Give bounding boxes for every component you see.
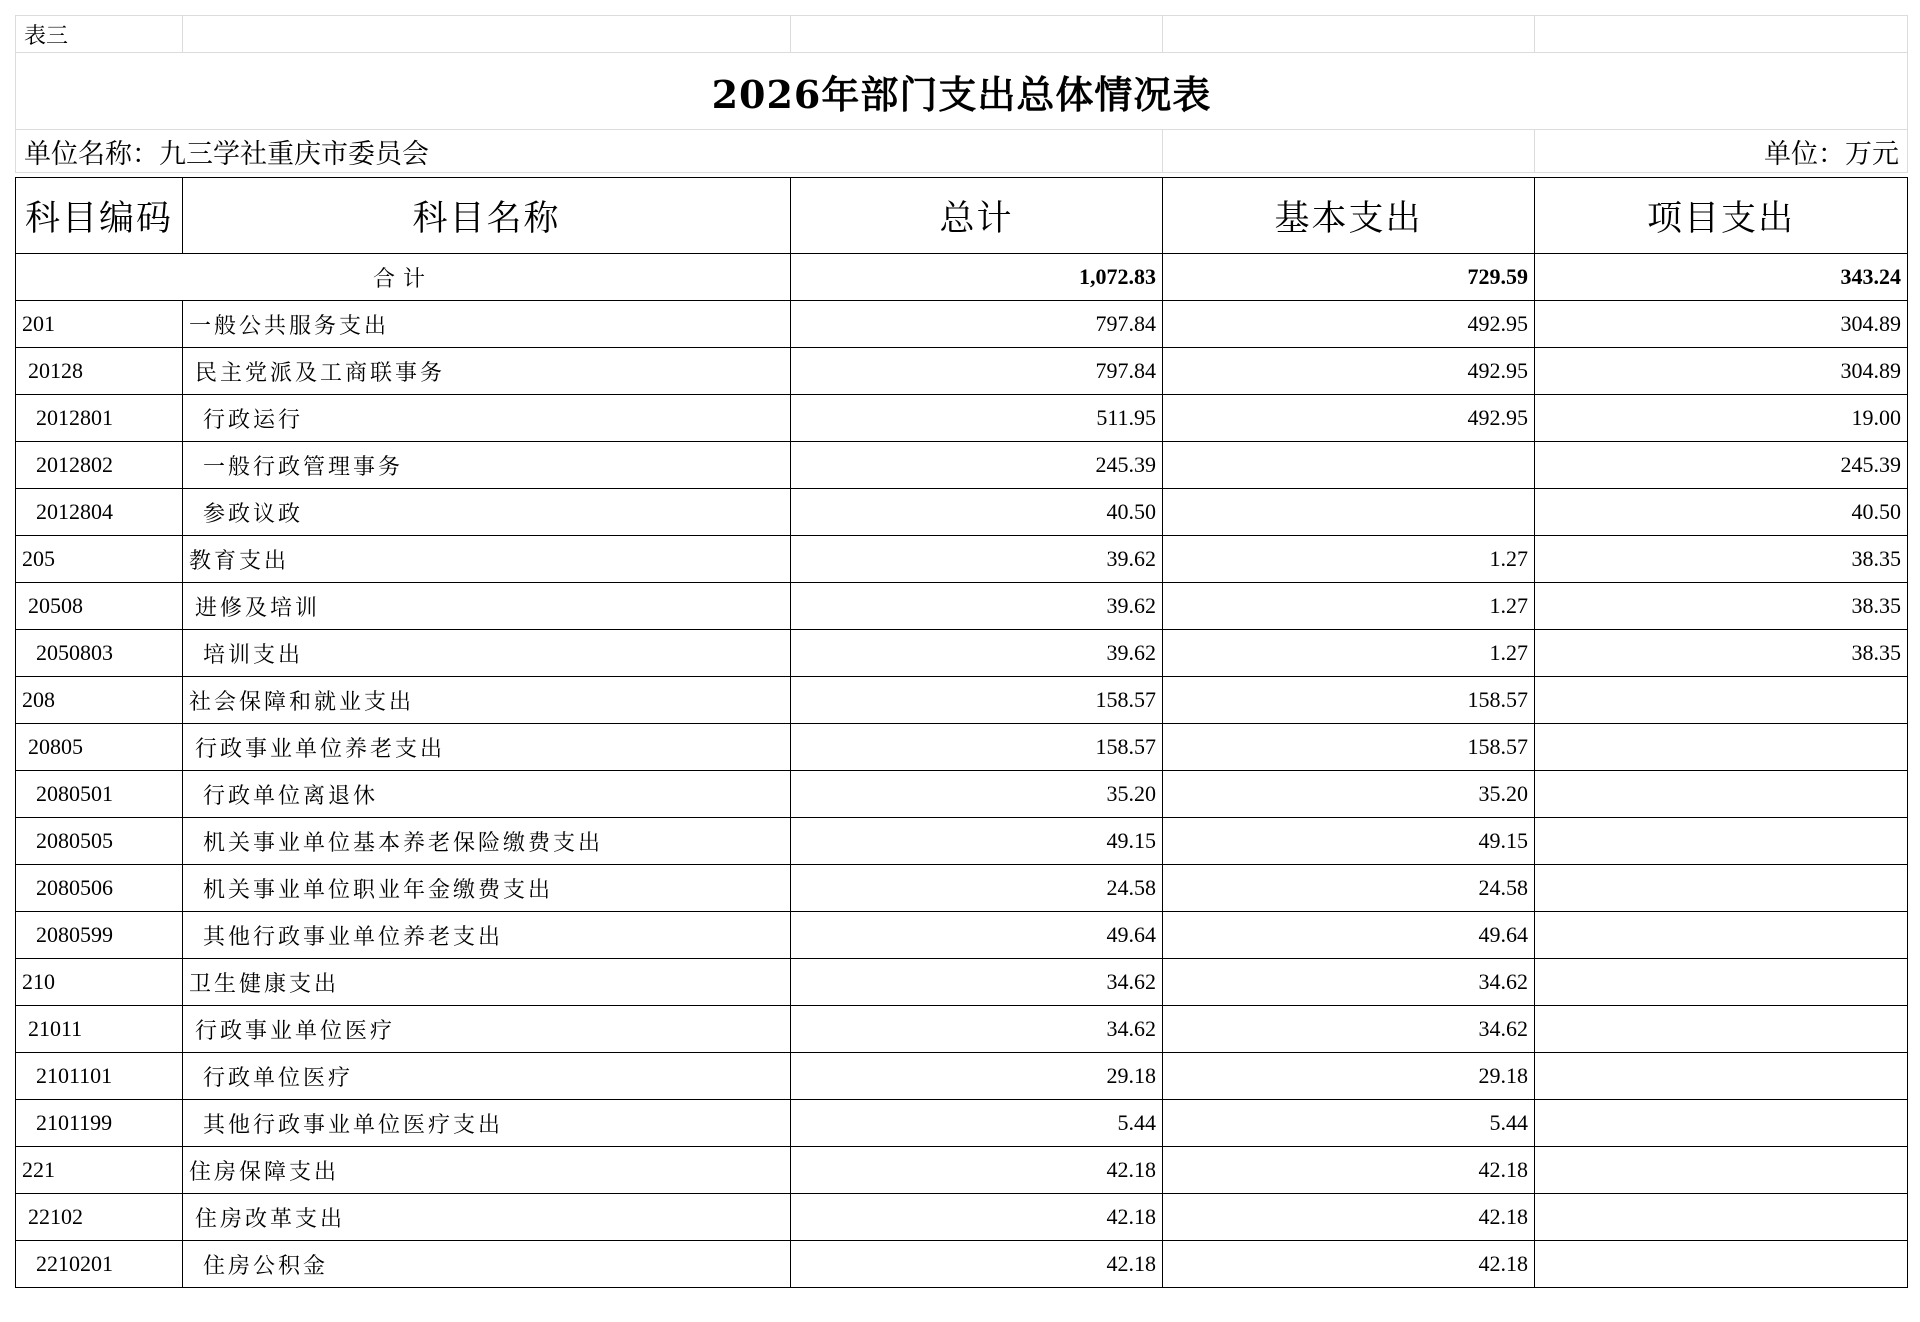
row-name: 参政议政 — [183, 489, 791, 536]
row-basic: 158.57 — [1163, 724, 1535, 771]
row-code: 2080501 — [16, 771, 183, 818]
row-basic: 35.20 — [1163, 771, 1535, 818]
table-row — [16, 865, 1908, 912]
row-total: 40.50 — [791, 489, 1163, 536]
row-total: 35.20 — [791, 771, 1163, 818]
row-name: 一般公共服务支出 — [183, 301, 791, 348]
row-code: 205 — [16, 536, 183, 583]
row-basic: 34.62 — [1163, 959, 1535, 1006]
sheet-header-grid — [15, 15, 1908, 173]
row-name: 机关事业单位基本养老保险缴费支出 — [183, 818, 791, 865]
table-row — [16, 301, 1908, 348]
header-code: 科目编码 — [16, 178, 183, 254]
row-total: 42.18 — [791, 1194, 1163, 1241]
row-project — [1535, 1053, 1908, 1100]
row-basic: 49.64 — [1163, 912, 1535, 959]
row-project — [1535, 1006, 1908, 1053]
row-basic: 158.57 — [1163, 677, 1535, 724]
row-name: 机关事业单位职业年金缴费支出 — [183, 865, 791, 912]
row-total: 24.58 — [791, 865, 1163, 912]
table-row — [16, 489, 1908, 536]
header-project: 项目支出 — [1535, 178, 1908, 254]
header-basic: 基本支出 — [1163, 178, 1535, 254]
row-basic: 42.18 — [1163, 1194, 1535, 1241]
table-row — [16, 1147, 1908, 1194]
table-row — [16, 395, 1908, 442]
table-row — [16, 536, 1908, 583]
row-basic: 1.27 — [1163, 583, 1535, 630]
expenditure-table — [15, 177, 1908, 1288]
row-total: 34.62 — [791, 959, 1163, 1006]
row-basic — [1163, 489, 1535, 536]
row-code: 2101101 — [16, 1053, 183, 1100]
row-basic: 34.62 — [1163, 1006, 1535, 1053]
table-row — [16, 912, 1908, 959]
row-basic: 42.18 — [1163, 1147, 1535, 1194]
summary-row — [16, 254, 1908, 301]
table-row — [16, 771, 1908, 818]
summary-basic: 729.59 — [1163, 254, 1535, 301]
table-row — [16, 1006, 1908, 1053]
row-project — [1535, 818, 1908, 865]
table-row — [16, 442, 1908, 489]
row-project — [1535, 724, 1908, 771]
table-row — [16, 630, 1908, 677]
table-row — [16, 959, 1908, 1006]
row-code: 2080599 — [16, 912, 183, 959]
row-project: 40.50 — [1535, 489, 1908, 536]
row-code: 21011 — [16, 1006, 183, 1053]
row-total: 158.57 — [791, 724, 1163, 771]
summary-label: 合计 — [16, 254, 791, 301]
header-name: 科目名称 — [183, 178, 791, 254]
row-total: 39.62 — [791, 536, 1163, 583]
row-total: 5.44 — [791, 1100, 1163, 1147]
row-project: 19.00 — [1535, 395, 1908, 442]
row-total: 797.84 — [791, 348, 1163, 395]
row-code: 20128 — [16, 348, 183, 395]
row-project: 38.35 — [1535, 536, 1908, 583]
summary-project: 343.24 — [1535, 254, 1908, 301]
row-total: 49.15 — [791, 818, 1163, 865]
sheet-label: 表三 — [16, 16, 183, 53]
row-basic — [1163, 442, 1535, 489]
row-code: 20805 — [16, 724, 183, 771]
row-basic: 492.95 — [1163, 395, 1535, 442]
row-name: 民主党派及工商联事务 — [183, 348, 791, 395]
row-total: 797.84 — [791, 301, 1163, 348]
unit-name: 单位名称：九三学社重庆市委员会 — [16, 130, 1163, 173]
row-total: 34.62 — [791, 1006, 1163, 1053]
row-total: 42.18 — [791, 1241, 1163, 1288]
row-total: 245.39 — [791, 442, 1163, 489]
row-total: 42.18 — [791, 1147, 1163, 1194]
row-basic: 49.15 — [1163, 818, 1535, 865]
row-project: 304.89 — [1535, 301, 1908, 348]
page-title: 2026年部门支出总体情况表 — [16, 53, 1908, 130]
row-code: 2012802 — [16, 442, 183, 489]
row-basic: 492.95 — [1163, 348, 1535, 395]
row-name: 社会保障和就业支出 — [183, 677, 791, 724]
table-row — [16, 677, 1908, 724]
row-project: 245.39 — [1535, 442, 1908, 489]
row-name: 一般行政管理事务 — [183, 442, 791, 489]
row-project: 304.89 — [1535, 348, 1908, 395]
row-total: 49.64 — [791, 912, 1163, 959]
row-project: 38.35 — [1535, 583, 1908, 630]
header-total: 总计 — [791, 178, 1163, 254]
row-project — [1535, 865, 1908, 912]
row-total: 39.62 — [791, 630, 1163, 677]
row-total: 29.18 — [791, 1053, 1163, 1100]
table-row — [16, 818, 1908, 865]
table-row — [16, 1241, 1908, 1288]
row-project — [1535, 677, 1908, 724]
row-basic: 5.44 — [1163, 1100, 1535, 1147]
row-code: 208 — [16, 677, 183, 724]
row-name: 其他行政事业单位养老支出 — [183, 912, 791, 959]
table-row — [16, 1100, 1908, 1147]
row-name: 卫生健康支出 — [183, 959, 791, 1006]
row-name: 住房公积金 — [183, 1241, 791, 1288]
row-project — [1535, 1147, 1908, 1194]
summary-total: 1,072.83 — [791, 254, 1163, 301]
row-name: 教育支出 — [183, 536, 791, 583]
row-name: 住房保障支出 — [183, 1147, 791, 1194]
row-code: 2210201 — [16, 1241, 183, 1288]
row-basic: 29.18 — [1163, 1053, 1535, 1100]
row-total: 39.62 — [791, 583, 1163, 630]
row-project — [1535, 912, 1908, 959]
row-code: 22102 — [16, 1194, 183, 1241]
row-name: 培训支出 — [183, 630, 791, 677]
expenditure-table-wrapper — [15, 177, 1907, 1288]
row-code: 2012801 — [16, 395, 183, 442]
row-basic: 42.18 — [1163, 1241, 1535, 1288]
table-row — [16, 1194, 1908, 1241]
row-code: 20508 — [16, 583, 183, 630]
row-name: 其他行政事业单位医疗支出 — [183, 1100, 791, 1147]
row-basic: 492.95 — [1163, 301, 1535, 348]
row-project — [1535, 959, 1908, 1006]
row-project — [1535, 771, 1908, 818]
row-code: 2080506 — [16, 865, 183, 912]
row-total: 158.57 — [791, 677, 1163, 724]
row-name: 进修及培训 — [183, 583, 791, 630]
table-row — [16, 348, 1908, 395]
row-name: 行政单位离退休 — [183, 771, 791, 818]
row-project: 38.35 — [1535, 630, 1908, 677]
row-name: 行政运行 — [183, 395, 791, 442]
sheet-header-area — [15, 15, 1907, 173]
row-code: 210 — [16, 959, 183, 1006]
row-basic: 1.27 — [1163, 630, 1535, 677]
row-code: 201 — [16, 301, 183, 348]
row-code: 2012804 — [16, 489, 183, 536]
row-name: 行政单位医疗 — [183, 1053, 791, 1100]
row-project — [1535, 1241, 1908, 1288]
row-code: 2101199 — [16, 1100, 183, 1147]
row-total: 511.95 — [791, 395, 1163, 442]
row-basic: 1.27 — [1163, 536, 1535, 583]
row-name: 行政事业单位医疗 — [183, 1006, 791, 1053]
row-code: 2080505 — [16, 818, 183, 865]
row-name: 住房改革支出 — [183, 1194, 791, 1241]
row-name: 行政事业单位养老支出 — [183, 724, 791, 771]
row-project — [1535, 1100, 1908, 1147]
row-code: 221 — [16, 1147, 183, 1194]
currency-unit: 单位：万元 — [1535, 130, 1908, 173]
table-row — [16, 724, 1908, 771]
row-project — [1535, 1194, 1908, 1241]
table-row — [16, 583, 1908, 630]
table-row — [16, 1053, 1908, 1100]
row-code: 2050803 — [16, 630, 183, 677]
row-basic: 24.58 — [1163, 865, 1535, 912]
